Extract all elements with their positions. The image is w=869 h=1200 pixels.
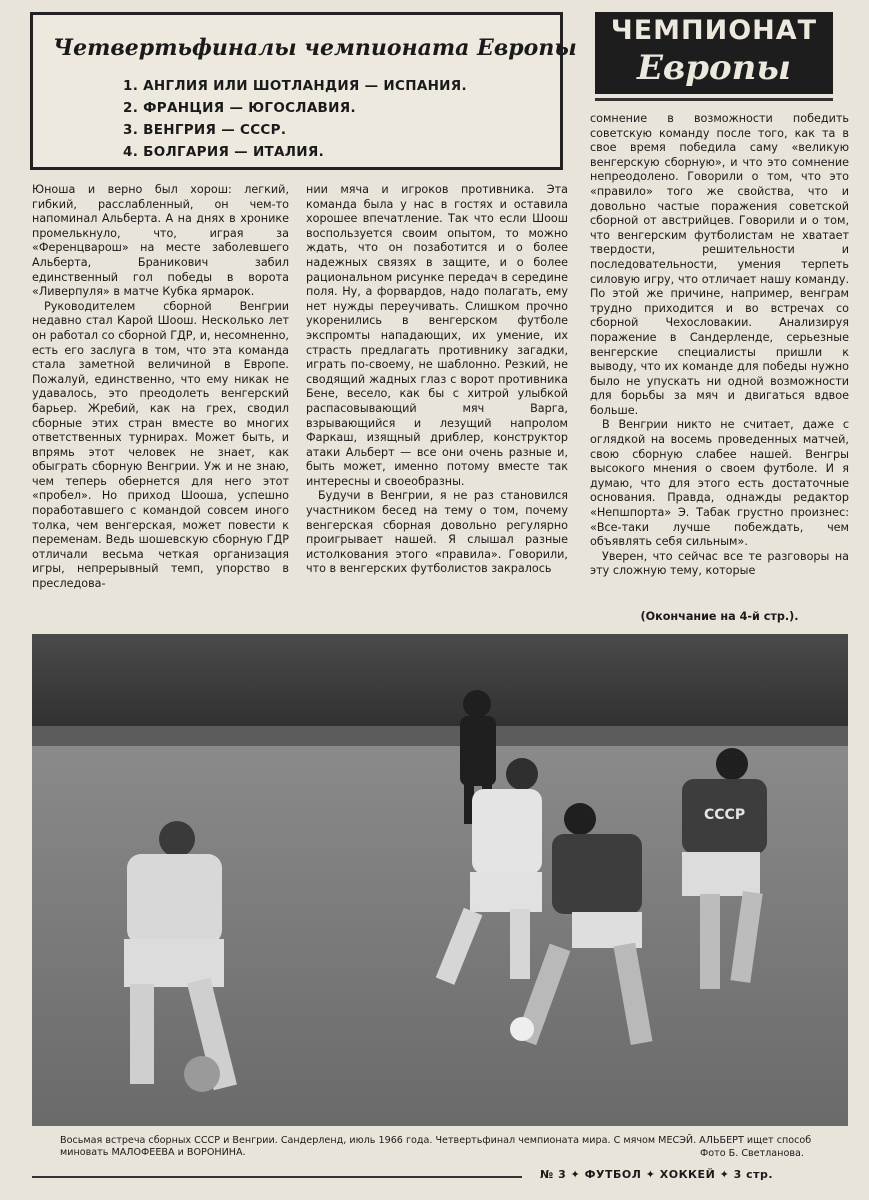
jersey-text: СССР <box>704 807 746 823</box>
continued-note: (Окончание на 4-й стр.). <box>640 610 799 623</box>
stadium-barrier <box>32 726 848 746</box>
paragraph: сомнение в возможности победить советскую команду после того, как та в свое время победила саму «великую венгерскую сборную», и что это сомнение непреодолено. Говорили о том, что это «правило» того же свойства, что и довольно частые поражения советской сборной от австрийцев. Говорили и о том, что венгерским футболистам не хватает твердости, решительности и последовательности, умения терпеть силовую игру, что отличает нашу команду. По этой же причине, например, венграм трудно приходится и во встречах со сборной Чехословакии. Анализируя поражение в Сандерленде, серьезные венгерские специалисты пришли к выводу, что их команде для победы нужно было не упускать ни одной возможности для борьбы за мяч и двигаться вдвое больше. <box>590 112 849 417</box>
article-column-2 <box>306 183 568 631</box>
article-column-1 <box>32 183 289 631</box>
list-item: 4. БОЛГАРИЯ — ИТАЛИЯ. <box>123 144 325 160</box>
list-item: 2. ФРАНЦИЯ — ЮГОСЛАВИЯ. <box>123 100 356 116</box>
list-item: 3. ВЕНГРИЯ — СССР. <box>123 122 287 138</box>
article-column-3 <box>590 112 849 610</box>
ball-blur <box>184 1056 220 1092</box>
paragraph: Руководителем сборной Венгрии недавно стал Карой Шоош. Несколько лет он работал со сборной ГДР, и, несомненно, есть его заслуга в том, что эта команда стала заметной величиной в Европе. Пожалуй, единственно, что ему никак не удавалось, это преодолеть венгерский барьер. Жребий, как на грех, сводил сборные этих стран вместе во многих ответственных турнирах. Может быть, и впрямь этот человек не знает, как обыграть сборную Венгрии. Уж и не знаю, чем теперь обернется для него этот «пробел». Но приход Шооша, успешно поработавшего с командой совсем иного толка, чем венгерская, может повести к переменам. Ведь шошевскую сборную ГДР отличали весьма четкая организация игры, непрерывный темп, упорство в преследова- <box>32 299 289 591</box>
quarterfinals-list <box>123 75 467 163</box>
box-title: Четвертьфиналы чемпионата Европы <box>53 35 577 61</box>
paragraph: Будучи в Венгрии, я не раз становился участником бесед на тему о том, почему венгерская сборная довольно регулярно проигрывает нашей. Я слышал разные истолкования этого «правила». Говорили, что в венгерских футболистов закралось <box>306 489 568 576</box>
paragraph: Юноша и верно был хорош: легкий, гибкий, расслабленный, он чем-то напоминал Альберта. А на днях в хронике промелькнуло, что, играя за «Ференцварош» на месте заболевшего Альберта, Браникович забил единственный гол победы в ворота «Ливерпуля» в матче Кубка ярмарок. <box>32 183 289 299</box>
match-photo-illustration <box>32 634 848 1126</box>
banner-bottom-text: Европы <box>636 48 791 88</box>
crowd-stands <box>32 634 848 734</box>
footer-rule <box>32 1176 522 1178</box>
paragraph: Уверен, что сейчас все те разговоры на эту сложную тему, которые <box>590 549 849 578</box>
paragraph: нии мяча и игроков противника. Эта команда была у нас в гостях и оставила хорошее впечатление. Так что если Шоош воспользуется своим опытом, то можно ждать, что он позаботится и о более надежных связях в защите, и о более рациональном рисунке передач в середине поля. Ну, а форвардов, надо полагать, ему нет нужды переучивать. Слишком прочно укоренились в венгерском футболе экспромты нападающих, их умение, их страсть предлагать противнику загадки, играть по-своему, не шаблонно. Резкий, не сводящий жадных глаз с ворот противника Бене, весело, как бы с хитрой улыбкой распасовывающий мяч Варга, взрывающийся и лезущий напролом Фаркаш, изящный дриблер, конструктор атаки Альберт — все они очень разные и, быть может, именно потому вместе так интересны и своеобразны. <box>306 183 568 488</box>
list-item: 1. АНГЛИЯ ИЛИ ШОТЛАНДИЯ — ИСПАНИЯ. <box>123 78 467 94</box>
section-banner <box>595 12 833 94</box>
paragraph: В Венгрии никто не считает, даже с оглядкой на восемь проведенных матчей, свою сборную слабее нашей. Венгры высокого мнения о своем футболе. И я думаю, что для этого есть достаточные основания. Правда, однажды редактор «Непшпорта» Э. Табак грустно произнес: «Все-таки лучше побеждать, чем объявлять себя сильным». <box>590 418 849 549</box>
ball <box>510 1017 534 1041</box>
quarterfinals-box <box>30 12 577 170</box>
banner-rule <box>595 98 833 101</box>
match-photo <box>32 634 848 1126</box>
photo-credit: Фото Б. Светланова. <box>700 1148 804 1159</box>
page-footer: № 3 ✦ ФУТБОЛ ✦ ХОККЕЙ ✦ 3 стр. <box>540 1168 774 1181</box>
photo-caption: Восьмая встреча сборных СССР и Венгрии. Сандерленд, июль 1966 года. Четвертьфинал чемпионата мира. С мячом МЕСЭЙ. АЛЬБЕРТ ищет способ миновать МАЛОФЕЕВА и ВОРОНИНА. <box>60 1135 812 1158</box>
banner-top-text: ЧЕМПИОНАТ <box>610 15 818 46</box>
